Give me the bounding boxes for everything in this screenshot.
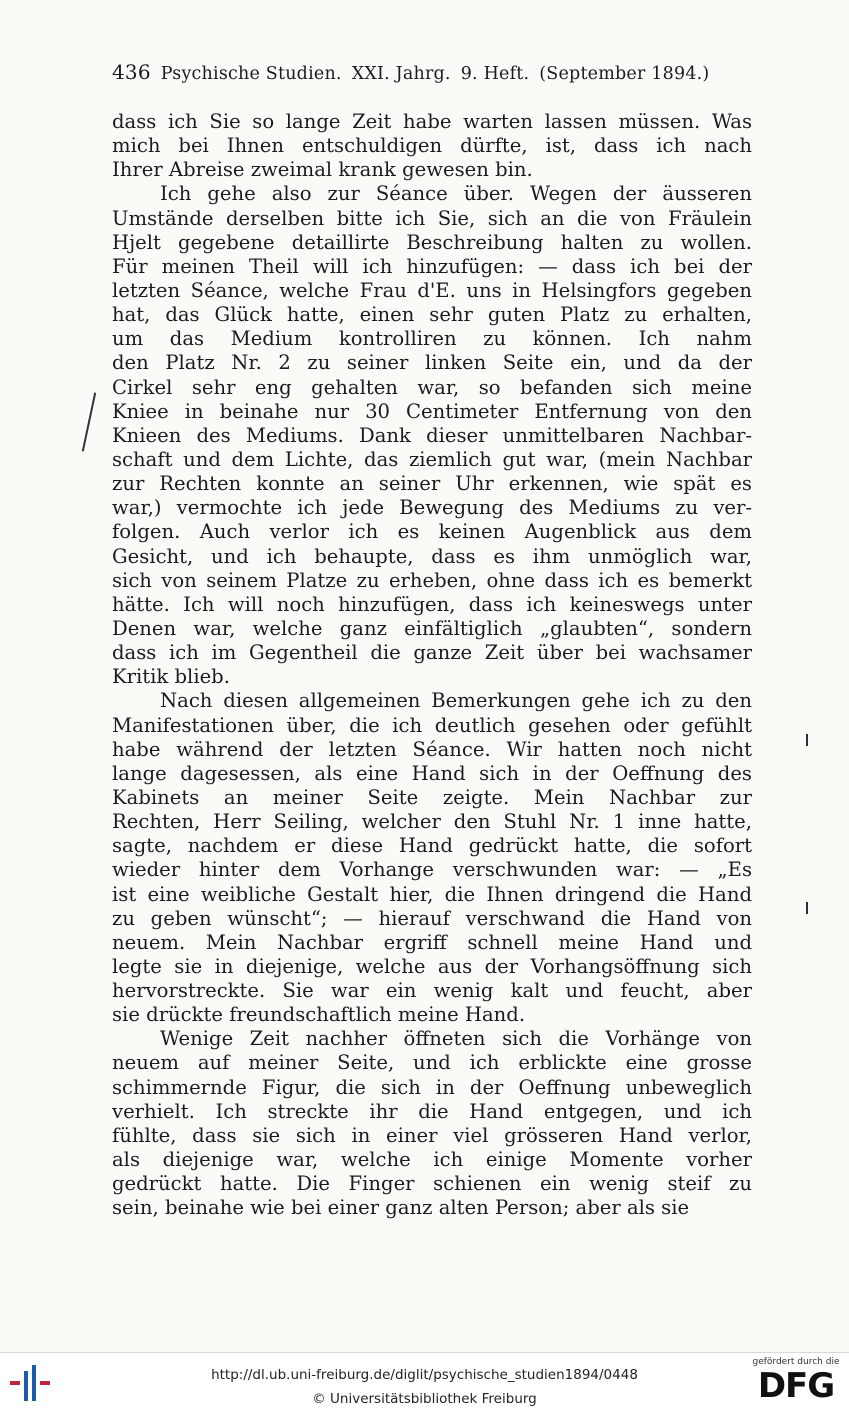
text-line: Kniee in beinahe nur 30 Centimeter Entfernung von den <box>112 399 752 423</box>
text-line: Nach diesen allgemeinen Bemerkungen gehe ich zu den <box>160 689 752 713</box>
text-line: verhielt. Ich streckte ihr die Hand entgegen, und ich <box>112 1099 752 1123</box>
text-line: Ihrer Abreise zweimal krank gewesen bin. <box>112 158 533 182</box>
text-line: sein, beinahe wie bei einer ganz alten Person; aber als sie <box>112 1196 690 1220</box>
copyright-notice: © Universitätsbibliothek Freiburg <box>312 1391 537 1407</box>
text-line: um das Medium kontrolliren zu können. Ich nahm <box>112 327 752 351</box>
text-line: legte sie in diejenige, welche aus der Vorhangsöffnung sich <box>112 954 752 978</box>
text-line: Wenige Zeit nachher öffneten sich die Vorhänge von <box>160 1027 752 1051</box>
text-line: neuem auf meiner Seite, und ich erblickte eine grosse <box>112 1051 752 1075</box>
text-line: habe während der letzten Séance. Wir hatten noch nicht <box>112 737 752 761</box>
margin-mark <box>806 902 808 914</box>
text-line: hätte. Ich will noch hinzufügen, dass ich keineswegs unter <box>112 592 752 616</box>
text-line: Denen war, welche ganz einfältiglich „glaubten“, sondern <box>112 616 752 640</box>
text-line: schimmernde Figur, die sich in der Oeffnung unbeweglich <box>112 1075 752 1099</box>
viewer-footer <box>0 1352 849 1415</box>
text-line: hat, das Glück hatte, einen sehr guten Platz zu erhalten, <box>112 303 752 327</box>
text-line: ist eine weibliche Gestalt hier, die Ihnen dringend die Hand <box>112 882 752 906</box>
text-line: zur Rechten konnte an seiner Uhr erkennen, wie spät es <box>112 472 752 496</box>
text-line: den Platz Nr. 2 zu seiner linken Seite ein, und da der <box>112 351 752 375</box>
journal-year: XXI. Jahrg. <box>351 64 451 84</box>
text-line: sich von seinem Platze zu erheben, ohne dass ich es bemerkt <box>112 568 752 592</box>
text-line: dass ich im Gegentheil die ganze Zeit über bei wachsamer <box>112 641 752 665</box>
text-line: Hjelt gegebene detaillirte Beschreibung halten zu wollen. <box>112 230 752 254</box>
text-line: sagte, nachdem er diese Hand gedrückt hatte, die sofort <box>112 834 752 858</box>
text-line: fühlte, dass sie sich in einer viel grösseren Hand verlor, <box>112 1123 752 1147</box>
text-line: wieder hinter dem Vorhange verschwunden war: — „Es <box>112 858 752 882</box>
text-line: Kritik blieb. <box>112 665 230 689</box>
text-line: Knieen des Mediums. Dank dieser unmittelbaren Nachbar- <box>112 423 752 447</box>
text-line: Für meinen Theil will ich hinzufügen: — dass ich bei der <box>112 254 752 278</box>
margin-mark <box>82 392 96 451</box>
text-line: zu geben wünscht“; — hierauf verschwand die Hand von <box>112 906 752 930</box>
text-line: folgen. Auch verlor ich es keinen Augenblick aus dem <box>112 520 752 544</box>
body-text <box>112 110 752 1220</box>
text-line: Gesicht, und ich behaupte, dass es ihm unmöglich war, <box>112 544 752 568</box>
page-number: 436 <box>112 60 151 84</box>
text-line: mich bei Ihnen entschuldigen dürfte, ist, dass ich nach <box>112 134 752 158</box>
text-line: Umstände derselben bitte ich Sie, sich an die von Fräulein <box>112 206 752 230</box>
dfg-wordmark: DFG <box>757 1366 835 1406</box>
document-url[interactable]: http://dl.ub.uni-freiburg.de/diglit/psychische_studien1894/0448 <box>211 1367 638 1383</box>
text-line: Manifestationen über, die ich deutlich gesehen oder gefühlt <box>112 713 752 737</box>
text-line: Rechten, Herr Seiling, welcher den Stuhl Nr. 1 inne hatte, <box>112 810 752 834</box>
journal-title: Psychische Studien. <box>160 64 342 84</box>
text-line: gedrückt hatte. Die Finger schienen ein wenig steif zu <box>112 1172 752 1196</box>
text-line: hervorstreckte. Sie war ein wenig kalt und feucht, aber <box>112 979 752 1003</box>
dfg-logo <box>751 1357 841 1411</box>
text-line: dass ich Sie so lange Zeit habe warten lassen müssen. Was <box>112 110 752 133</box>
margin-mark <box>806 734 808 746</box>
text-line: letzten Séance, welche Frau d'E. uns in Helsingfors gegeben <box>112 278 752 302</box>
journal-issue: 9. Heft. <box>460 64 530 84</box>
dfg-caption: gefördert durch die <box>752 1357 840 1367</box>
text-line: Kabinets an meiner Seite zeigte. Mein Nachbar zur <box>112 785 752 809</box>
text-line: lange dagesessen, als eine Hand sich in der Oeffnung des <box>112 761 752 785</box>
text-line: Ich gehe also zur Séance über. Wegen der äusseren <box>160 182 752 206</box>
text-line: neuem. Mein Nachbar ergriff schnell meine Hand und <box>112 930 752 954</box>
text-line: sie drückte freundschaftlich meine Hand. <box>112 1003 526 1027</box>
text-line: Cirkel sehr eng gehalten war, so befanden sich meine <box>112 375 752 399</box>
text-line: schaft und dem Lichte, das ziemlich gut war, (mein Nachbar <box>112 447 752 471</box>
running-header <box>112 60 752 84</box>
text-line: war,) vermochte ich jede Bewegung des Mediums zu ver- <box>112 496 752 520</box>
text-line: als diejenige war, welche ich einige Momente vorher <box>112 1148 752 1172</box>
journal-date: (September 1894.) <box>539 64 710 84</box>
